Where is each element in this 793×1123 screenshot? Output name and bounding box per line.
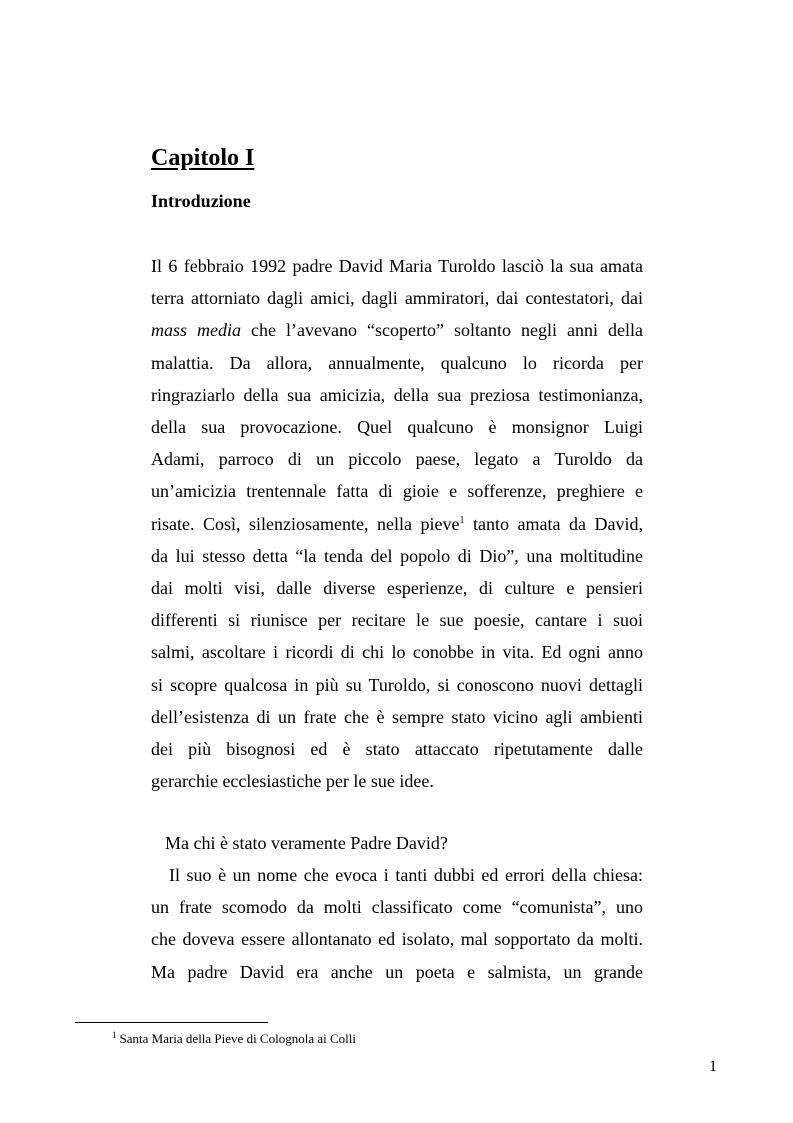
paragraph-question [151,827,643,859]
text-line: Ma chi è stato veramente Padre David? [165,833,448,853]
text-line: salmi, ascoltare i ricordi di chi lo conobbe in vita. Ed ogni anno [151,642,643,663]
text-line: Il suo è un nome che evoca i tanti dubbi ed errori della chiesa: [169,865,643,885]
text-line: da lui stesso detta “la tenda del popolo di Dio”, una moltitudine [151,545,643,566]
text-line: Adami, parroco di un piccolo paese, legato a Turoldo da [151,449,643,470]
text-line: differenti si riunisce per recitare le sue poesie, cantare i suoi [151,610,643,631]
footnote-divider [75,1022,268,1023]
text-line [151,508,643,540]
page-number: 1 [709,1058,717,1075]
footnote-reference[interactable]: 1 [459,514,465,526]
text-line: ringraziarlo della sua amicizia, della sua preziosa testimonianza, [151,384,643,405]
italic-term: mass media [151,320,242,341]
text-line: della sua provocazione. Quel qualcuno è monsignor Luigi [151,417,643,438]
text-line: un’amicizia trentennale fatta di gioie e sofferenze, preghiere e [151,481,643,502]
text-line: gerarchie ecclesiastiche per le sue idee. [151,771,434,792]
text-fragment: tanto amata da David, [464,513,643,534]
text-line: dai molti visi, dalle diverse esperienze, di culture e pensieri [151,578,643,599]
text-line: che doveva essere allontanato ed isolato, mal sopportato da molti. [151,929,643,950]
text-line: si scopre qualcosa in più su Turoldo, si conoscono nuovi dettagli [151,674,643,695]
section-title: Introduzione [151,191,251,211]
text-line: terra attorniato dagli amici, dagli ammiratori, dai contestatori, dai [151,288,643,309]
paragraph-intro [151,250,643,797]
footnote-number: 1 [112,1030,117,1040]
chapter-title: Capitolo I [151,145,255,171]
text-fragment: risate. Così, silenziosamente, nella pieve [151,513,460,534]
text-line: dell’esistenza di un frate che è sempre stato vicino agli ambienti [151,706,643,727]
text-line: Il 6 febbraio 1992 padre David Maria Turoldo lasciò la sua amata [151,256,643,276]
paragraph-name [151,859,643,988]
footnote-text: Santa Maria della Pieve di Colognola ai Colli [119,1031,356,1046]
text-line [151,314,643,346]
text-line: un frate scomodo da molti classificato come “comunista”, uno [151,897,643,918]
text-fragment: che l’avevano “scoperto” soltanto negli anni della [241,320,643,341]
text-line: dei più bisognosi ed è stato attaccato ripetutamente dalle [151,739,643,760]
footnote [112,1030,356,1048]
text-line: malattia. Da allora, annualmente, qualcuno lo ricorda per [151,352,643,373]
text-line: Ma padre David era anche un poeta e salmista, un grande [151,961,643,982]
